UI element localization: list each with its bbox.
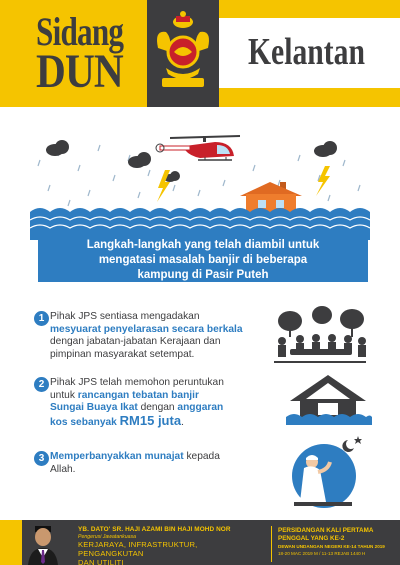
cloud-icon <box>46 140 69 156</box>
item-2-highlight-2: Sungai Buaya Ikat <box>50 402 138 413</box>
footer-yellow-strip <box>0 520 22 565</box>
footer-portfolio <box>78 540 253 565</box>
item-2-line-1: Pihak JPS telah memohon peruntukan <box>50 377 224 388</box>
item-2-line-2 <box>50 390 224 403</box>
item-1-number: 1 <box>34 311 49 326</box>
avatar <box>26 524 60 565</box>
title-line-1: Langkah-langkah yang telah diambil untuk <box>86 239 320 251</box>
item-1-line-4: pimpinan masyarakat setempat. <box>50 348 195 360</box>
footer-session-2: PENGGAL YANG KE-2 <box>278 535 345 542</box>
item-2-number: 2 <box>34 377 49 392</box>
item-3-line-2: Allah. <box>50 463 76 475</box>
praying-man-illustration <box>288 432 368 516</box>
item-2-amount: RM15 juta <box>119 412 182 428</box>
item-1-highlight: mesyuarat penyelarasan secara berkala <box>50 323 243 335</box>
footer-portfolio-line-1: KERJARAYA, INFRASTRUKTUR, PENGANGKUTAN <box>78 540 198 558</box>
footer-session-1: PERSIDANGAN KALI PERTAMA <box>278 527 374 534</box>
meeting-illustration <box>270 305 370 367</box>
cloud-icon <box>128 152 151 168</box>
cloud-icon <box>314 141 337 157</box>
item-2-highlight-1: rancangan tebatan banjir <box>77 389 199 401</box>
title-line-2: mengatasi masalah banjir di beberapa <box>98 254 308 266</box>
item-2-line-4 <box>50 412 224 430</box>
item-3-number: 3 <box>34 451 49 466</box>
item-2-highlight-4: kos sebanyak <box>50 416 120 428</box>
item-1-text <box>50 311 243 361</box>
item-2-line-3b: dengan <box>137 402 178 413</box>
item-1-line-3: dengan jabatan-jabatan Kerajaan dan <box>50 336 221 347</box>
footer-name: YB. DATO' SR. HAJI AZAMI BIN HAJI MOHD NOR <box>78 526 231 533</box>
header <box>0 0 400 107</box>
item-2-period: . <box>181 416 184 428</box>
footer-portfolio-line-2: DAN UTILITI <box>78 558 124 565</box>
state-crest-icon <box>152 8 214 98</box>
footer-divider <box>271 526 272 562</box>
item-2-text <box>50 377 224 429</box>
footer-session-4: 18-20 MAC 2019 M / 11-13 REJAB 1440 H <box>278 551 366 556</box>
page-title <box>38 238 368 283</box>
header-kelantan: Kelantan <box>248 31 365 73</box>
footer-session-3: DEWAN UNDANGAN NEGERI KE-14 TAHUN 2019 <box>278 544 385 549</box>
helicopter-icon <box>156 136 240 160</box>
header-dun: DUN <box>36 45 123 98</box>
item-1-line-1: Pihak JPS sentiasa mengadakan <box>50 311 200 322</box>
item-3-text <box>50 451 220 476</box>
item-3-highlight: Memperbanyakkan munajat <box>50 451 184 462</box>
item-2-highlight-3: anggaran <box>177 402 224 413</box>
item-3-line-1b: kepada <box>183 451 220 462</box>
flooded-house-icon <box>284 373 372 425</box>
item-3-line-1 <box>50 451 220 464</box>
title-line-3: kampung di Pasir Puteh <box>137 269 269 281</box>
item-2-line-2a: untuk <box>50 389 78 401</box>
header-sidang: Sidang <box>36 9 124 54</box>
flood-scene <box>0 130 400 248</box>
footer-role: Pengerusi Jawatankuasa <box>78 534 136 540</box>
